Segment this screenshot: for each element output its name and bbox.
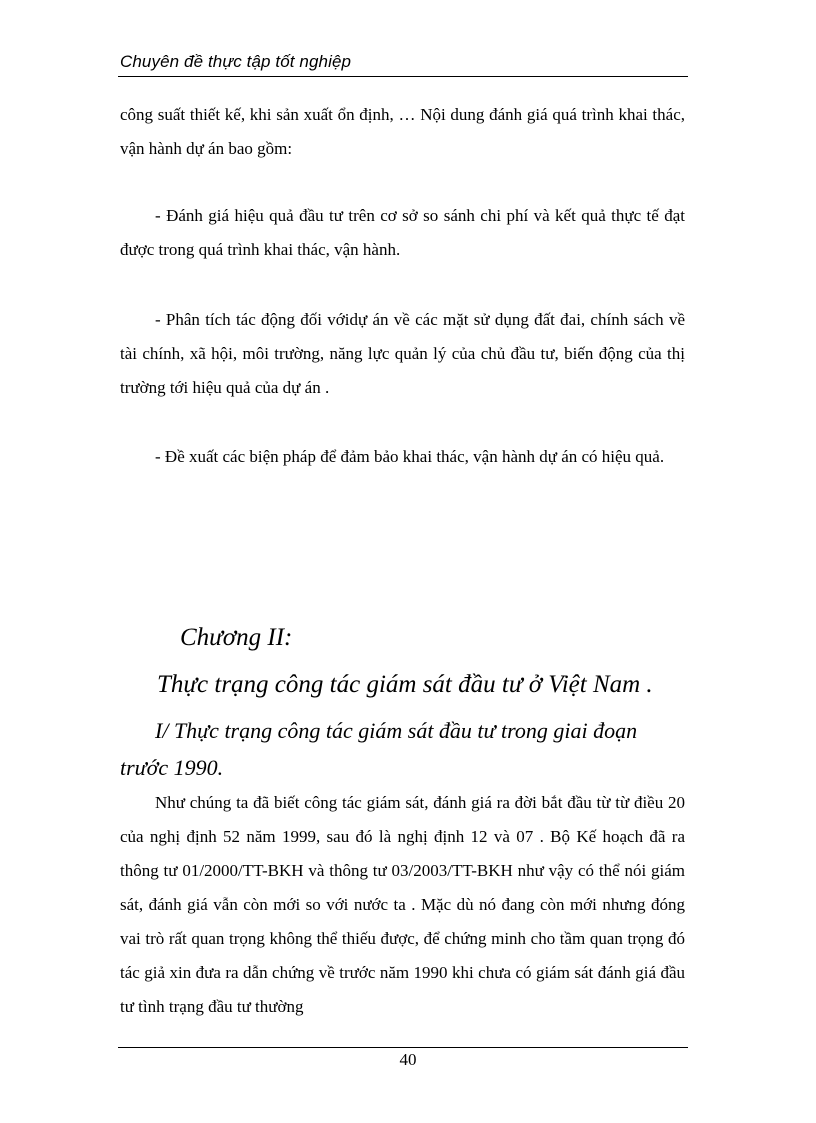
bullet-paragraph: - Đánh giá hiệu quả đầu tư trên cơ sở so sánh chi phí và kết quả thực tế đạt được trong quá trình khai thác, vận hành. — [120, 206, 685, 259]
header-title: Chuyên đề thực tập tốt nghiệp — [120, 52, 352, 71]
footer-divider — [118, 1047, 688, 1048]
section-heading: I/ Thực trạng công tác giám sát đầu tư trong giai đoạn trước 1990. — [120, 718, 638, 780]
section-paragraph: Như chúng ta đã biết công tác giám sát, đánh giá ra đời bắt đầu từ từ điều 20 của nghị định 52 năm 1999, sau đó là nghị định 12 và 07 . Bộ Kế hoạch đã ra thông tư 01/2000/TT-BKH và thông tư 03/2003/TT-BKH như vậy có thể nói giám sát, đánh giá vẫn còn mới so với nước ta . Mặc dù nó đang còn mới nhưng đóng vai trò rất quan trọng không thể thiếu được, để chứng minh cho tầm quan trọng đó tác giả xin đưa ra dẫn chứng về trước năm 1990 khi chưa có giám sát đánh giá đầu tư tình trạng đầu tư thường — [120, 793, 685, 1016]
bullet-paragraph: - Đề xuất các biện pháp để đảm bảo khai thác, vận hành dự án có hiệu quả. — [155, 447, 665, 466]
page-number: 40 — [399, 1050, 417, 1069]
chapter-subtitle: Thực trạng công tác giám sát đầu tư ở Việt Nam . — [157, 671, 653, 698]
chapter-title: Chương II: — [180, 624, 293, 651]
body-paragraph: công suất thiết kế, khi sản xuất ổn định, … Nội dung đánh giá quá trình khai thác, vận hành dự án bao gồm: — [120, 105, 685, 158]
bullet-paragraph: - Phân tích tác động đối vớidự án về các mặt sử dụng đất đai, chính sách về tài chính, xã hội, môi trường, năng lực quản lý của chủ đầu tư, biến động của thị trường tới hiệu quả của dự án . — [120, 310, 685, 397]
header-divider — [118, 76, 688, 77]
